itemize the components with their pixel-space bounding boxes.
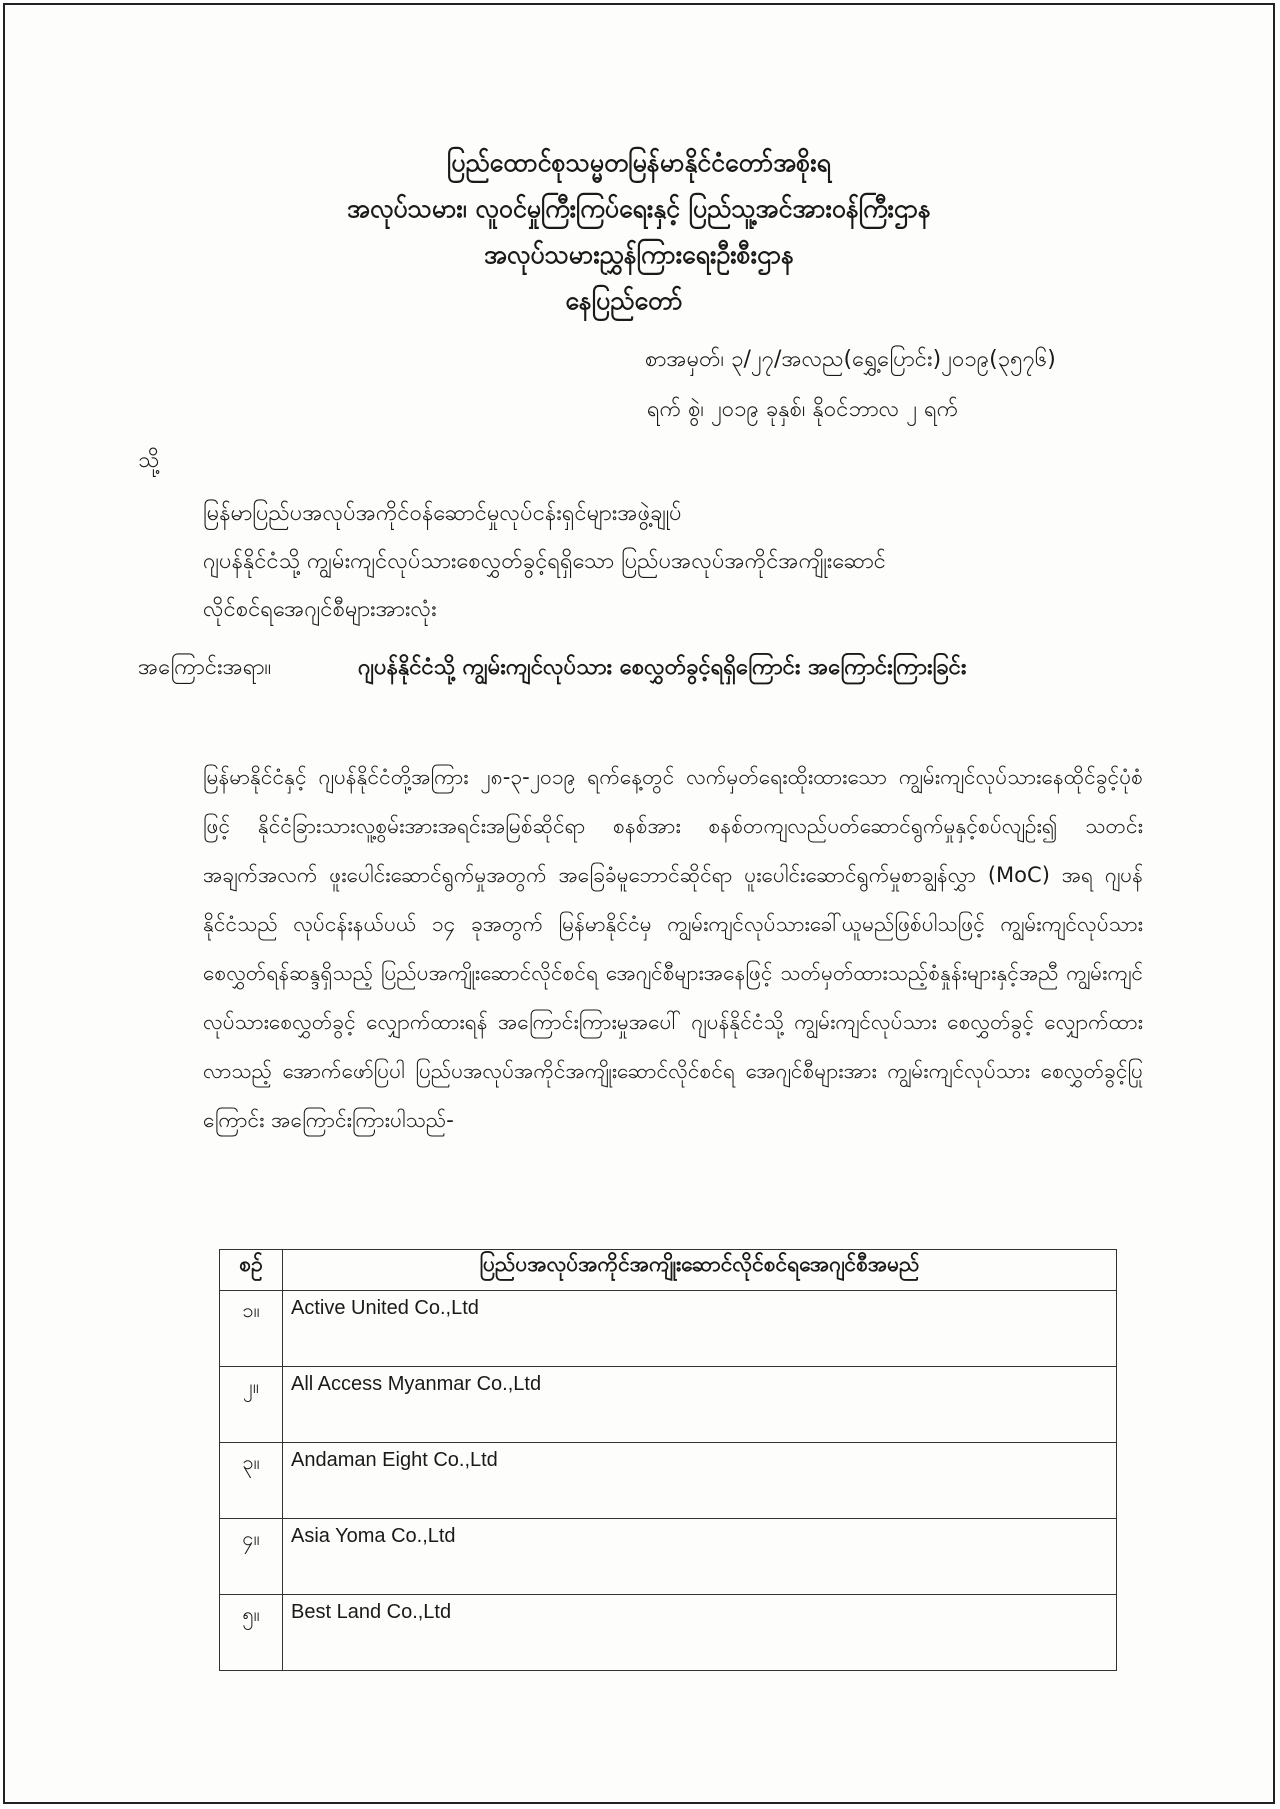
to-label: သို့ bbox=[138, 448, 160, 473]
reference-block bbox=[645, 335, 1056, 435]
row-number: ၄။ bbox=[220, 1519, 283, 1595]
subject-block bbox=[138, 645, 1138, 691]
row-number: ၃။ bbox=[220, 1443, 283, 1519]
letterhead bbox=[5, 140, 1273, 324]
city-name: နေပြည်တော် bbox=[565, 286, 683, 315]
subject-label: အကြောင်းအရာ။ bbox=[138, 655, 272, 680]
agency-name: Best Land Co.,Ltd bbox=[283, 1595, 1117, 1671]
agency-table bbox=[219, 1249, 1117, 1671]
agency-name: Andaman Eight Co.,Ltd bbox=[283, 1443, 1117, 1519]
department-name: အလုပ်သမားညွှန်ကြားရေးဦးစီးဌာန bbox=[483, 240, 795, 269]
recipient-line: ဂျပန်နိုင်ငံသို့ ကျွမ်းကျင်လုပ်သားစေလွှတ်ခွင့်ရရှိသော ပြည်ပအလုပ်အကိုင်အကျိုးဆောင် bbox=[203, 549, 886, 574]
row-number: ၁။ bbox=[220, 1291, 283, 1367]
recipient-line: လိုင်စင်ရအေဂျင်စီများအားလုံး bbox=[203, 597, 437, 622]
table-row bbox=[220, 1367, 1117, 1443]
letter-date: ရက် စွဲ၊ ၂၀၁၉ ခုနှစ်၊ နိုဝင်ဘာလ ၂ ရက် bbox=[647, 397, 959, 422]
table-row bbox=[220, 1291, 1117, 1367]
agency-name: Asia Yoma Co.,Ltd bbox=[283, 1519, 1117, 1595]
government-name: ပြည်ထောင်စုသမ္မတမြန်မာနိုင်ငံတော်အစိုးရ bbox=[447, 148, 831, 177]
table-row bbox=[220, 1519, 1117, 1595]
row-number: ၂။ bbox=[220, 1367, 283, 1443]
reference-number: စာအမှတ်၊ ၃/၂၇/အလည(ရွှေ့ပြောင်း)၂၀၁၉(၃၅၇၆) bbox=[645, 347, 1056, 372]
agency-name: All Access Myanmar Co.,Ltd bbox=[283, 1367, 1117, 1443]
column-header-agency-name: ပြည်ပအလုပ်အကိုင်အကျိုးဆောင်လိုင်စင်ရအေဂျင်စီအမည် bbox=[283, 1250, 1117, 1291]
recipients-block bbox=[203, 490, 1143, 634]
recipient-line: မြန်မာပြည်ပအလုပ်အကိုင်ဝန်ဆောင်မှုလုပ်ငန်းရှင်များအဖွဲ့ချုပ် bbox=[203, 501, 682, 526]
agency-name: Active United Co.,Ltd bbox=[283, 1291, 1117, 1367]
ministry-name: အလုပ်သမား၊ လူဝင်မှုကြီးကြပ်ရေးနှင့် ပြည်သူ့အင်အားဝန်ကြီးဌာန bbox=[347, 194, 931, 223]
document-page bbox=[3, 3, 1275, 1804]
column-header-number: စဉ် bbox=[220, 1250, 283, 1291]
body-paragraph: မြန်မာနိုင်ငံနှင့် ဂျပန်နိုင်ငံတို့အကြား ၂၈-၃-၂၀၁၉ ရက်နေ့တွင် လက်မှတ်ရေးထိုးထားသော ကျွမ်းကျင်လုပ်သားနေထိုင်ခွင့်ပုံစံဖြင့် နိုင်ငံခြားသားလူ့စွမ်းအားအရင်းအမြစ်ဆိုင်ရာ စနစ်အား စနစ်တကျလည်ပတ်ဆောင်ရွက်မှုနှင့်စပ်လျဉ်း၍ သတင်းအချက်အလက် ဖူးပေါင်းဆောင်ရွက်မှုအတွက် အခြေခံမူဘောင်ဆိုင်ရာ ပူးပေါင်းဆောင်ရွက်မှုစာချွန်လွှာ (MoC) အရ ဂျပန်နိုင်ငံသည် လုပ်ငန်းနယ်ပယ် ၁၄ ခုအတွက် မြန်မာနိုင်ငံမှ ကျွမ်းကျင်လုပ်သားခေါ်ယူမည်ဖြစ်ပါသဖြင့် ကျွမ်းကျင်လုပ်သား စေလွှတ်ရန်ဆန္ဒရှိသည့် ပြည်ပအကျိုးဆောင်လိုင်စင်ရ အေဂျင်စီများအနေဖြင့် သတ်မှတ်ထားသည့်စံနှုန်းများနှင့်အညီ ကျွမ်းကျင်လုပ်သားစေလွှတ်ခွင့် လျှောက်ထားရန် အကြောင်းကြားမှုအပေါ် ဂျပန်နိုင်ငံသို့ ကျွမ်းကျင်လုပ်သား စေလွှတ်ခွင့် လျှောက်ထားလာသည့် အောက်ဖော်ပြပါ ပြည်ပအလုပ်အကိုင်အကျိုးဆောင်လိုင်စင်ရ အေဂျင်စီများအား ကျွမ်းကျင်လုပ်သား စေလွှတ်ခွင့်ပြုကြောင်း အကြောင်းကြားပါသည်- bbox=[203, 765, 1143, 1132]
row-number: ၅။ bbox=[220, 1595, 283, 1671]
table-header-row bbox=[220, 1250, 1117, 1291]
subject-text: ဂျပန်နိုင်ငံသို့ ကျွမ်းကျင်လုပ်သား စေလွှတ်ခွင့်ရရှိကြောင်း အကြောင်းကြားခြင်း bbox=[358, 655, 967, 680]
table-row bbox=[220, 1443, 1117, 1519]
table-row bbox=[220, 1595, 1117, 1671]
